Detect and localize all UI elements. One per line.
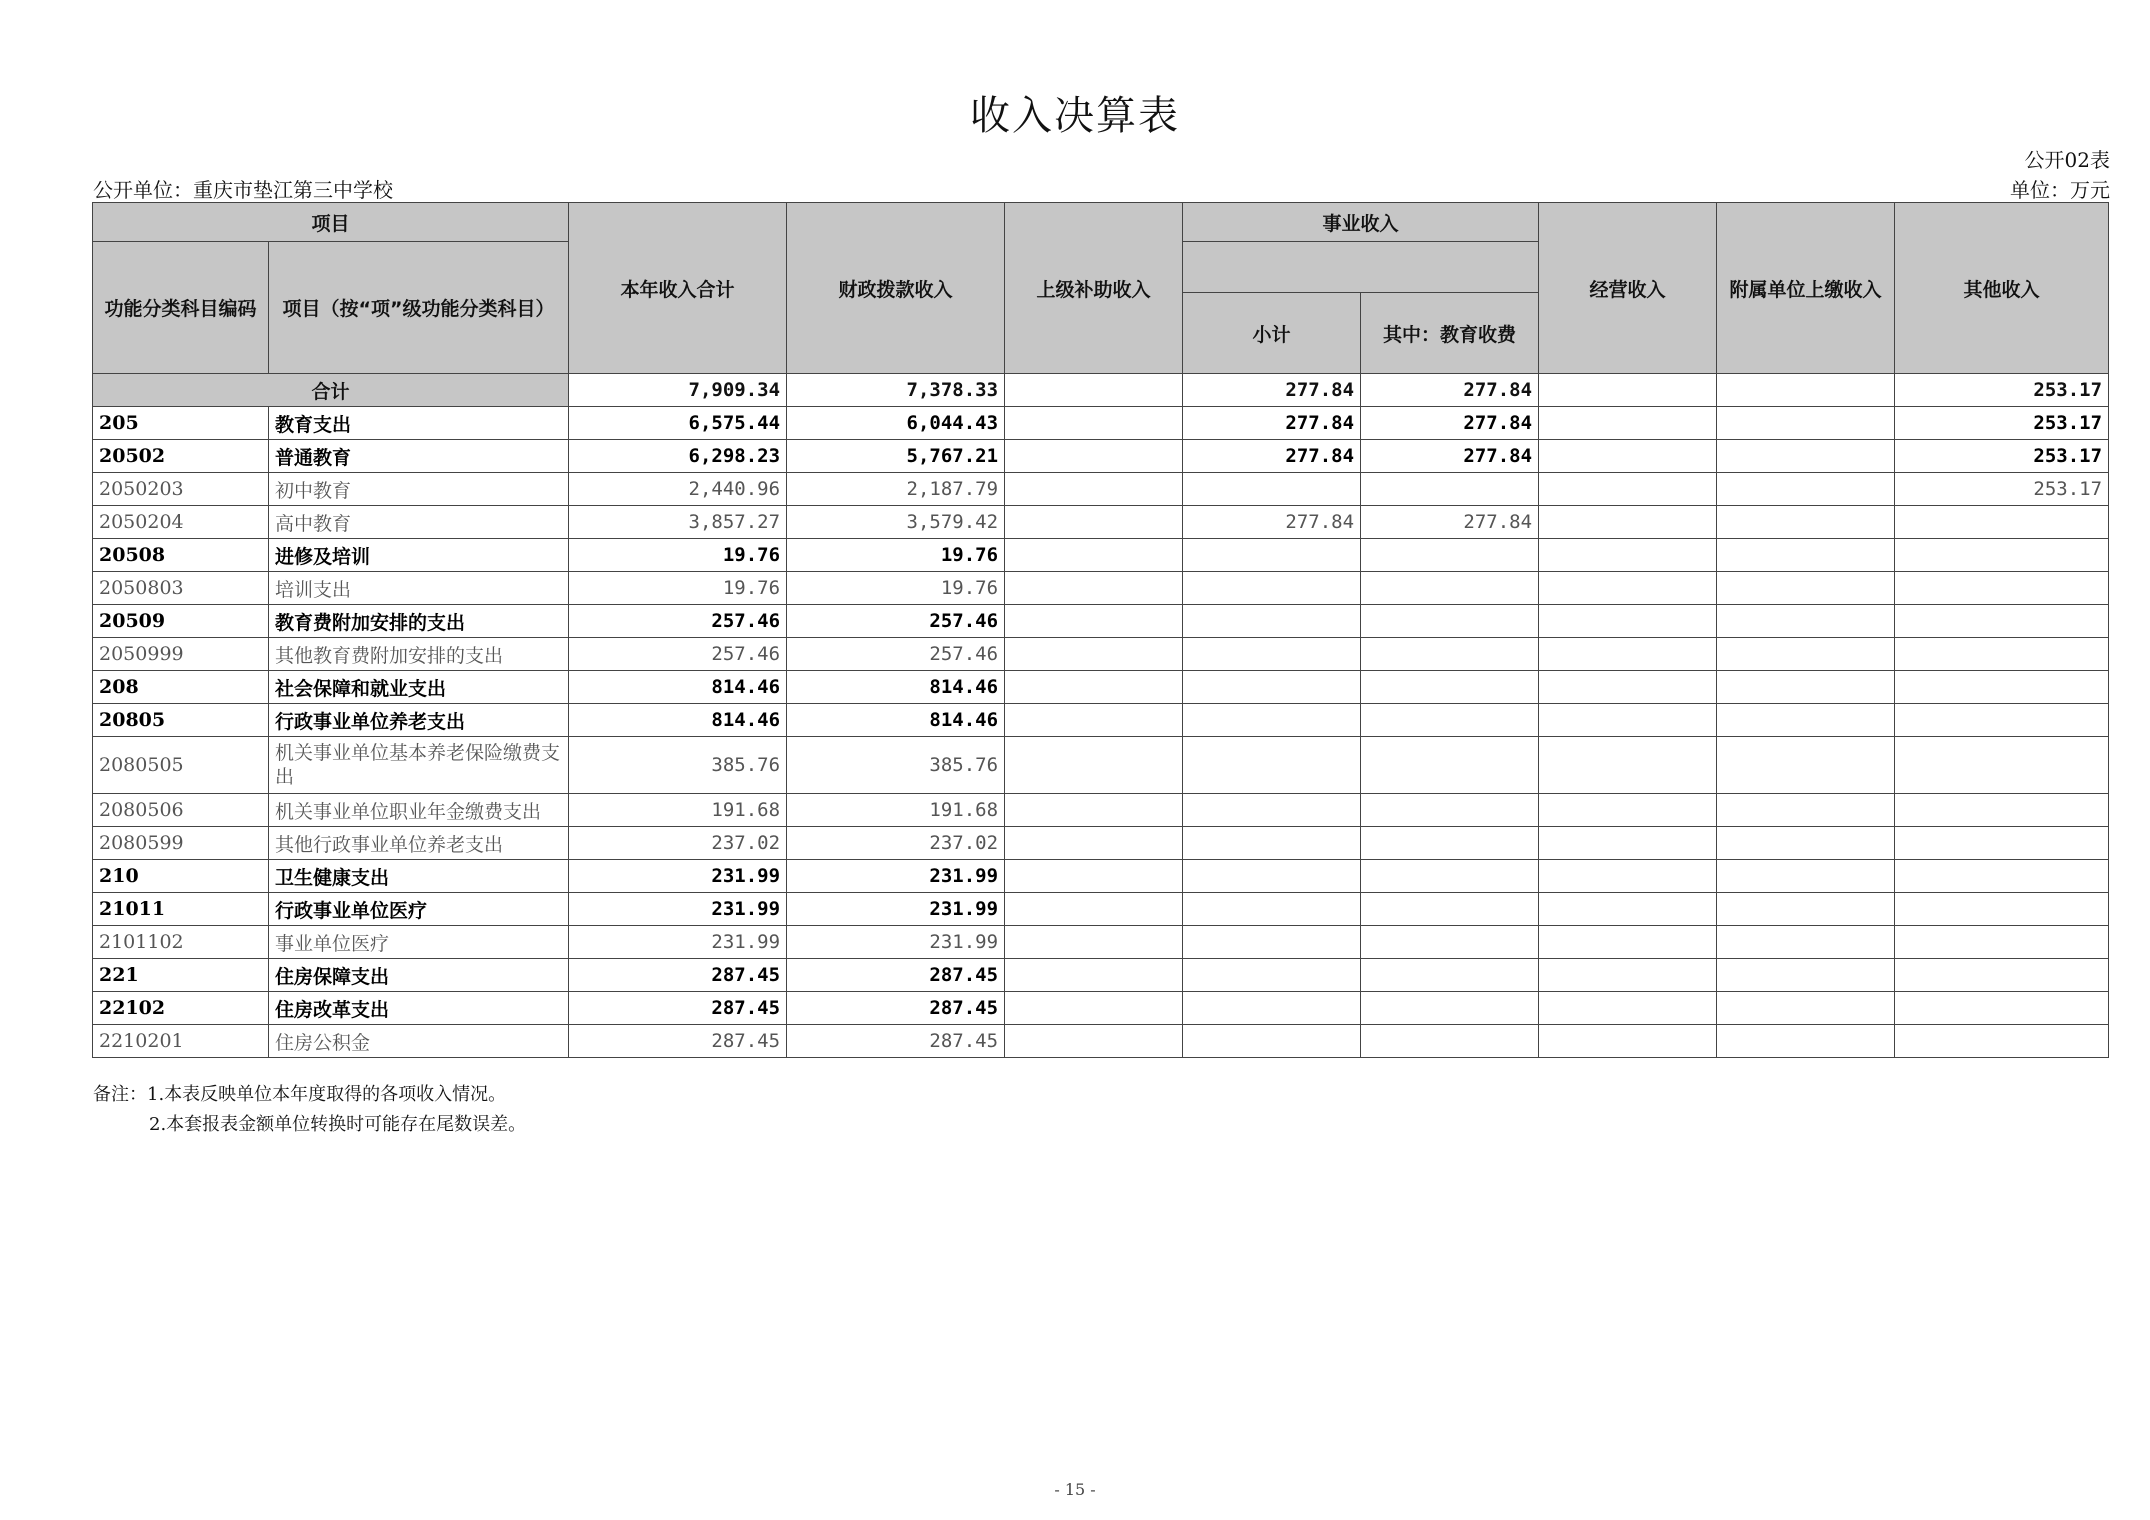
cell-fiscal: 814.46 bbox=[787, 671, 1005, 704]
cell-upper bbox=[1005, 572, 1183, 605]
cell-subtotal bbox=[1183, 893, 1361, 926]
cell-affiliated bbox=[1717, 539, 1895, 572]
cell-code: 2080505 bbox=[93, 737, 269, 794]
cell-edu-fee: 277.84 bbox=[1361, 440, 1539, 473]
cell-edu-fee bbox=[1361, 794, 1539, 827]
cell-fiscal: 814.46 bbox=[787, 704, 1005, 737]
cell-code: 2050204 bbox=[93, 506, 269, 539]
cell-edu-fee bbox=[1361, 959, 1539, 992]
table-row bbox=[93, 827, 2109, 860]
table-row bbox=[93, 737, 2109, 794]
cell-item-name: 住房改革支出 bbox=[269, 992, 569, 1025]
cell-upper bbox=[1005, 671, 1183, 704]
cell-edu-fee bbox=[1361, 671, 1539, 704]
cell-code: 2101102 bbox=[93, 926, 269, 959]
cell-operating bbox=[1539, 737, 1717, 794]
cell-fiscal: 191.68 bbox=[787, 794, 1005, 827]
cell-affiliated bbox=[1717, 860, 1895, 893]
cell-affiliated bbox=[1717, 959, 1895, 992]
header-total: 本年收入合计 bbox=[569, 203, 787, 374]
cell-code: 210 bbox=[93, 860, 269, 893]
cell-upper bbox=[1005, 1025, 1183, 1058]
cell-subtotal bbox=[1183, 539, 1361, 572]
table-row bbox=[93, 926, 2109, 959]
cell-total: 814.46 bbox=[569, 671, 787, 704]
header-affiliated: 附属单位上缴收入 bbox=[1717, 203, 1895, 374]
cell-total: 287.45 bbox=[569, 1025, 787, 1058]
cell-fiscal: 6,044.43 bbox=[787, 407, 1005, 440]
table-row bbox=[93, 959, 2109, 992]
cell-upper bbox=[1005, 704, 1183, 737]
header-other: 其他收入 bbox=[1895, 203, 2109, 374]
cell-affiliated bbox=[1717, 926, 1895, 959]
cell-total: 231.99 bbox=[569, 893, 787, 926]
cell-fiscal: 231.99 bbox=[787, 926, 1005, 959]
cell-total: 287.45 bbox=[569, 992, 787, 1025]
cell-subtotal: 277.84 bbox=[1183, 506, 1361, 539]
table-row bbox=[93, 572, 2109, 605]
cell-operating bbox=[1539, 827, 1717, 860]
cell-item-name: 住房公积金 bbox=[269, 1025, 569, 1058]
cell-affiliated bbox=[1717, 506, 1895, 539]
header-item: 项目（按“项”级功能分类科目） bbox=[269, 242, 569, 374]
cell-other bbox=[1895, 893, 2109, 926]
total-cell-subtotal: 277.84 bbox=[1183, 374, 1361, 407]
cell-fiscal: 19.76 bbox=[787, 572, 1005, 605]
currency-unit: 单位：万元 bbox=[2010, 178, 2110, 202]
cell-upper bbox=[1005, 473, 1183, 506]
cell-other bbox=[1895, 638, 2109, 671]
cell-affiliated bbox=[1717, 1025, 1895, 1058]
cell-operating bbox=[1539, 407, 1717, 440]
cell-upper bbox=[1005, 737, 1183, 794]
cell-subtotal bbox=[1183, 671, 1361, 704]
cell-code: 2050203 bbox=[93, 473, 269, 506]
cell-operating bbox=[1539, 506, 1717, 539]
cell-affiliated bbox=[1717, 638, 1895, 671]
cell-subtotal bbox=[1183, 737, 1361, 794]
cell-subtotal bbox=[1183, 794, 1361, 827]
cell-total: 237.02 bbox=[569, 827, 787, 860]
cell-edu-fee bbox=[1361, 860, 1539, 893]
cell-affiliated bbox=[1717, 827, 1895, 860]
income-settlement-table bbox=[92, 202, 2109, 1058]
cell-total: 814.46 bbox=[569, 704, 787, 737]
cell-edu-fee bbox=[1361, 539, 1539, 572]
total-cell-upper bbox=[1005, 374, 1183, 407]
cell-affiliated bbox=[1717, 407, 1895, 440]
table-row bbox=[93, 605, 2109, 638]
cell-edu-fee bbox=[1361, 704, 1539, 737]
cell-item-name: 社会保障和就业支出 bbox=[269, 671, 569, 704]
cell-total: 19.76 bbox=[569, 539, 787, 572]
table-row bbox=[93, 1025, 2109, 1058]
cell-operating bbox=[1539, 539, 1717, 572]
cell-code: 20502 bbox=[93, 440, 269, 473]
cell-other bbox=[1895, 794, 2109, 827]
cell-affiliated bbox=[1717, 794, 1895, 827]
cell-code: 208 bbox=[93, 671, 269, 704]
cell-operating bbox=[1539, 959, 1717, 992]
footnote-1: 备注：1.本表反映单位本年度取得的各项收入情况。 bbox=[93, 1084, 507, 1105]
cell-other bbox=[1895, 572, 2109, 605]
cell-other bbox=[1895, 860, 2109, 893]
cell-operating bbox=[1539, 605, 1717, 638]
cell-item-name: 其他行政事业单位养老支出 bbox=[269, 827, 569, 860]
total-row bbox=[93, 374, 2109, 407]
cell-upper bbox=[1005, 794, 1183, 827]
footnotes bbox=[93, 1080, 526, 1140]
cell-code: 20509 bbox=[93, 605, 269, 638]
cell-upper bbox=[1005, 605, 1183, 638]
table-row bbox=[93, 407, 2109, 440]
cell-other bbox=[1895, 992, 2109, 1025]
table-row bbox=[93, 473, 2109, 506]
cell-edu-fee bbox=[1361, 737, 1539, 794]
cell-operating bbox=[1539, 860, 1717, 893]
cell-fiscal: 3,579.42 bbox=[787, 506, 1005, 539]
cell-item-name: 卫生健康支出 bbox=[269, 860, 569, 893]
cell-fiscal: 231.99 bbox=[787, 893, 1005, 926]
cell-total: 385.76 bbox=[569, 737, 787, 794]
cell-upper bbox=[1005, 926, 1183, 959]
cell-upper bbox=[1005, 440, 1183, 473]
cell-edu-fee bbox=[1361, 992, 1539, 1025]
cell-edu-fee bbox=[1361, 926, 1539, 959]
cell-upper bbox=[1005, 539, 1183, 572]
cell-fiscal: 237.02 bbox=[787, 827, 1005, 860]
cell-total: 6,298.23 bbox=[569, 440, 787, 473]
cell-other bbox=[1895, 605, 2109, 638]
cell-edu-fee bbox=[1361, 638, 1539, 671]
cell-total: 19.76 bbox=[569, 572, 787, 605]
cell-subtotal bbox=[1183, 860, 1361, 893]
cell-affiliated bbox=[1717, 737, 1895, 794]
cell-edu-fee: 277.84 bbox=[1361, 407, 1539, 440]
cell-item-name: 初中教育 bbox=[269, 473, 569, 506]
cell-other bbox=[1895, 704, 2109, 737]
cell-upper bbox=[1005, 860, 1183, 893]
cell-subtotal bbox=[1183, 1025, 1361, 1058]
cell-code: 2210201 bbox=[93, 1025, 269, 1058]
cell-affiliated bbox=[1717, 992, 1895, 1025]
header-edu-fee: 其中：教育收费 bbox=[1361, 293, 1539, 374]
cell-item-name: 教育费附加安排的支出 bbox=[269, 605, 569, 638]
total-label: 合计 bbox=[93, 374, 569, 407]
cell-item-name: 教育支出 bbox=[269, 407, 569, 440]
cell-subtotal bbox=[1183, 605, 1361, 638]
reporting-unit: 公开单位：重庆市垫江第三中学校 bbox=[93, 178, 393, 202]
cell-code: 22102 bbox=[93, 992, 269, 1025]
cell-code: 2050999 bbox=[93, 638, 269, 671]
total-cell-total: 7,909.34 bbox=[569, 374, 787, 407]
page-number: - 15 - bbox=[1054, 1480, 1096, 1499]
cell-fiscal: 231.99 bbox=[787, 860, 1005, 893]
cell-other bbox=[1895, 671, 2109, 704]
form-number: 公开02表 bbox=[2024, 148, 2110, 172]
cell-item-name: 高中教育 bbox=[269, 506, 569, 539]
cell-upper bbox=[1005, 992, 1183, 1025]
cell-subtotal bbox=[1183, 827, 1361, 860]
cell-fiscal: 257.46 bbox=[787, 605, 1005, 638]
table-row bbox=[93, 992, 2109, 1025]
cell-other bbox=[1895, 959, 2109, 992]
cell-affiliated bbox=[1717, 605, 1895, 638]
cell-edu-fee bbox=[1361, 827, 1539, 860]
table-row bbox=[93, 539, 2109, 572]
cell-other: 253.17 bbox=[1895, 473, 2109, 506]
cell-item-name: 培训支出 bbox=[269, 572, 569, 605]
total-cell-fiscal: 7,378.33 bbox=[787, 374, 1005, 407]
cell-affiliated bbox=[1717, 704, 1895, 737]
cell-other bbox=[1895, 1025, 2109, 1058]
header-project: 项目 bbox=[93, 203, 569, 242]
cell-subtotal bbox=[1183, 572, 1361, 605]
cell-other bbox=[1895, 539, 2109, 572]
cell-operating bbox=[1539, 893, 1717, 926]
cell-other: 253.17 bbox=[1895, 440, 2109, 473]
cell-other bbox=[1895, 506, 2109, 539]
cell-operating bbox=[1539, 1025, 1717, 1058]
header-subtotal: 小计 bbox=[1183, 293, 1361, 374]
cell-subtotal bbox=[1183, 926, 1361, 959]
cell-subtotal bbox=[1183, 704, 1361, 737]
cell-item-name: 机关事业单位基本养老保险缴费支出 bbox=[269, 737, 569, 794]
cell-upper bbox=[1005, 407, 1183, 440]
cell-affiliated bbox=[1717, 473, 1895, 506]
table-row bbox=[93, 506, 2109, 539]
cell-operating bbox=[1539, 638, 1717, 671]
cell-code: 20805 bbox=[93, 704, 269, 737]
cell-other bbox=[1895, 926, 2109, 959]
header-business-spacer bbox=[1183, 242, 1539, 293]
header-fiscal: 财政拨款收入 bbox=[787, 203, 1005, 374]
cell-item-name: 住房保障支出 bbox=[269, 959, 569, 992]
cell-operating bbox=[1539, 704, 1717, 737]
cell-edu-fee: 277.84 bbox=[1361, 506, 1539, 539]
footnote-2: 2.本套报表金额单位转换时可能存在尾数误差。 bbox=[149, 1114, 527, 1135]
cell-code: 21011 bbox=[93, 893, 269, 926]
cell-total: 3,857.27 bbox=[569, 506, 787, 539]
header-operating: 经营收入 bbox=[1539, 203, 1717, 374]
cell-fiscal: 287.45 bbox=[787, 992, 1005, 1025]
cell-affiliated bbox=[1717, 572, 1895, 605]
cell-operating bbox=[1539, 473, 1717, 506]
cell-code: 2080599 bbox=[93, 827, 269, 860]
cell-operating bbox=[1539, 794, 1717, 827]
cell-fiscal: 287.45 bbox=[787, 1025, 1005, 1058]
cell-total: 257.46 bbox=[569, 605, 787, 638]
cell-item-name: 行政事业单位养老支出 bbox=[269, 704, 569, 737]
cell-code: 2050803 bbox=[93, 572, 269, 605]
cell-upper bbox=[1005, 638, 1183, 671]
cell-other bbox=[1895, 827, 2109, 860]
cell-total: 231.99 bbox=[569, 860, 787, 893]
cell-code: 20508 bbox=[93, 539, 269, 572]
cell-total: 191.68 bbox=[569, 794, 787, 827]
header-upper: 上级补助收入 bbox=[1005, 203, 1183, 374]
cell-edu-fee bbox=[1361, 1025, 1539, 1058]
cell-item-name: 进修及培训 bbox=[269, 539, 569, 572]
cell-item-name: 事业单位医疗 bbox=[269, 926, 569, 959]
table-row bbox=[93, 440, 2109, 473]
cell-other: 253.17 bbox=[1895, 407, 2109, 440]
cell-fiscal: 385.76 bbox=[787, 737, 1005, 794]
table-row bbox=[93, 704, 2109, 737]
page-title: 收入决算表 bbox=[970, 93, 1180, 139]
table-row bbox=[93, 860, 2109, 893]
total-cell-affiliated bbox=[1717, 374, 1895, 407]
cell-subtotal bbox=[1183, 473, 1361, 506]
cell-edu-fee bbox=[1361, 572, 1539, 605]
cell-subtotal bbox=[1183, 638, 1361, 671]
cell-total: 6,575.44 bbox=[569, 407, 787, 440]
cell-affiliated bbox=[1717, 893, 1895, 926]
header-code: 功能分类科目编码 bbox=[93, 242, 269, 374]
cell-subtotal bbox=[1183, 992, 1361, 1025]
cell-total: 231.99 bbox=[569, 926, 787, 959]
cell-total: 287.45 bbox=[569, 959, 787, 992]
cell-total: 2,440.96 bbox=[569, 473, 787, 506]
cell-total: 257.46 bbox=[569, 638, 787, 671]
cell-fiscal: 287.45 bbox=[787, 959, 1005, 992]
cell-affiliated bbox=[1717, 671, 1895, 704]
cell-subtotal bbox=[1183, 959, 1361, 992]
total-cell-operating bbox=[1539, 374, 1717, 407]
cell-upper bbox=[1005, 893, 1183, 926]
cell-item-name: 普通教育 bbox=[269, 440, 569, 473]
cell-item-name: 机关事业单位职业年金缴费支出 bbox=[269, 794, 569, 827]
cell-subtotal: 277.84 bbox=[1183, 440, 1361, 473]
cell-code: 205 bbox=[93, 407, 269, 440]
cell-upper bbox=[1005, 827, 1183, 860]
cell-operating bbox=[1539, 671, 1717, 704]
cell-fiscal: 5,767.21 bbox=[787, 440, 1005, 473]
table-row bbox=[93, 893, 2109, 926]
cell-operating bbox=[1539, 572, 1717, 605]
cell-edu-fee bbox=[1361, 473, 1539, 506]
cell-code: 221 bbox=[93, 959, 269, 992]
table-row bbox=[93, 794, 2109, 827]
total-cell-edu-fee: 277.84 bbox=[1361, 374, 1539, 407]
cell-item-name: 其他教育费附加安排的支出 bbox=[269, 638, 569, 671]
cell-upper bbox=[1005, 959, 1183, 992]
cell-fiscal: 257.46 bbox=[787, 638, 1005, 671]
total-cell-other: 253.17 bbox=[1895, 374, 2109, 407]
cell-upper bbox=[1005, 506, 1183, 539]
cell-subtotal: 277.84 bbox=[1183, 407, 1361, 440]
cell-edu-fee bbox=[1361, 605, 1539, 638]
header-business: 事业收入 bbox=[1183, 203, 1539, 242]
cell-other bbox=[1895, 737, 2109, 794]
table-row bbox=[93, 671, 2109, 704]
cell-edu-fee bbox=[1361, 893, 1539, 926]
table-row bbox=[93, 638, 2109, 671]
cell-item-name: 行政事业单位医疗 bbox=[269, 893, 569, 926]
cell-operating bbox=[1539, 440, 1717, 473]
cell-operating bbox=[1539, 926, 1717, 959]
cell-fiscal: 19.76 bbox=[787, 539, 1005, 572]
cell-operating bbox=[1539, 992, 1717, 1025]
cell-affiliated bbox=[1717, 440, 1895, 473]
cell-code: 2080506 bbox=[93, 794, 269, 827]
cell-fiscal: 2,187.79 bbox=[787, 473, 1005, 506]
